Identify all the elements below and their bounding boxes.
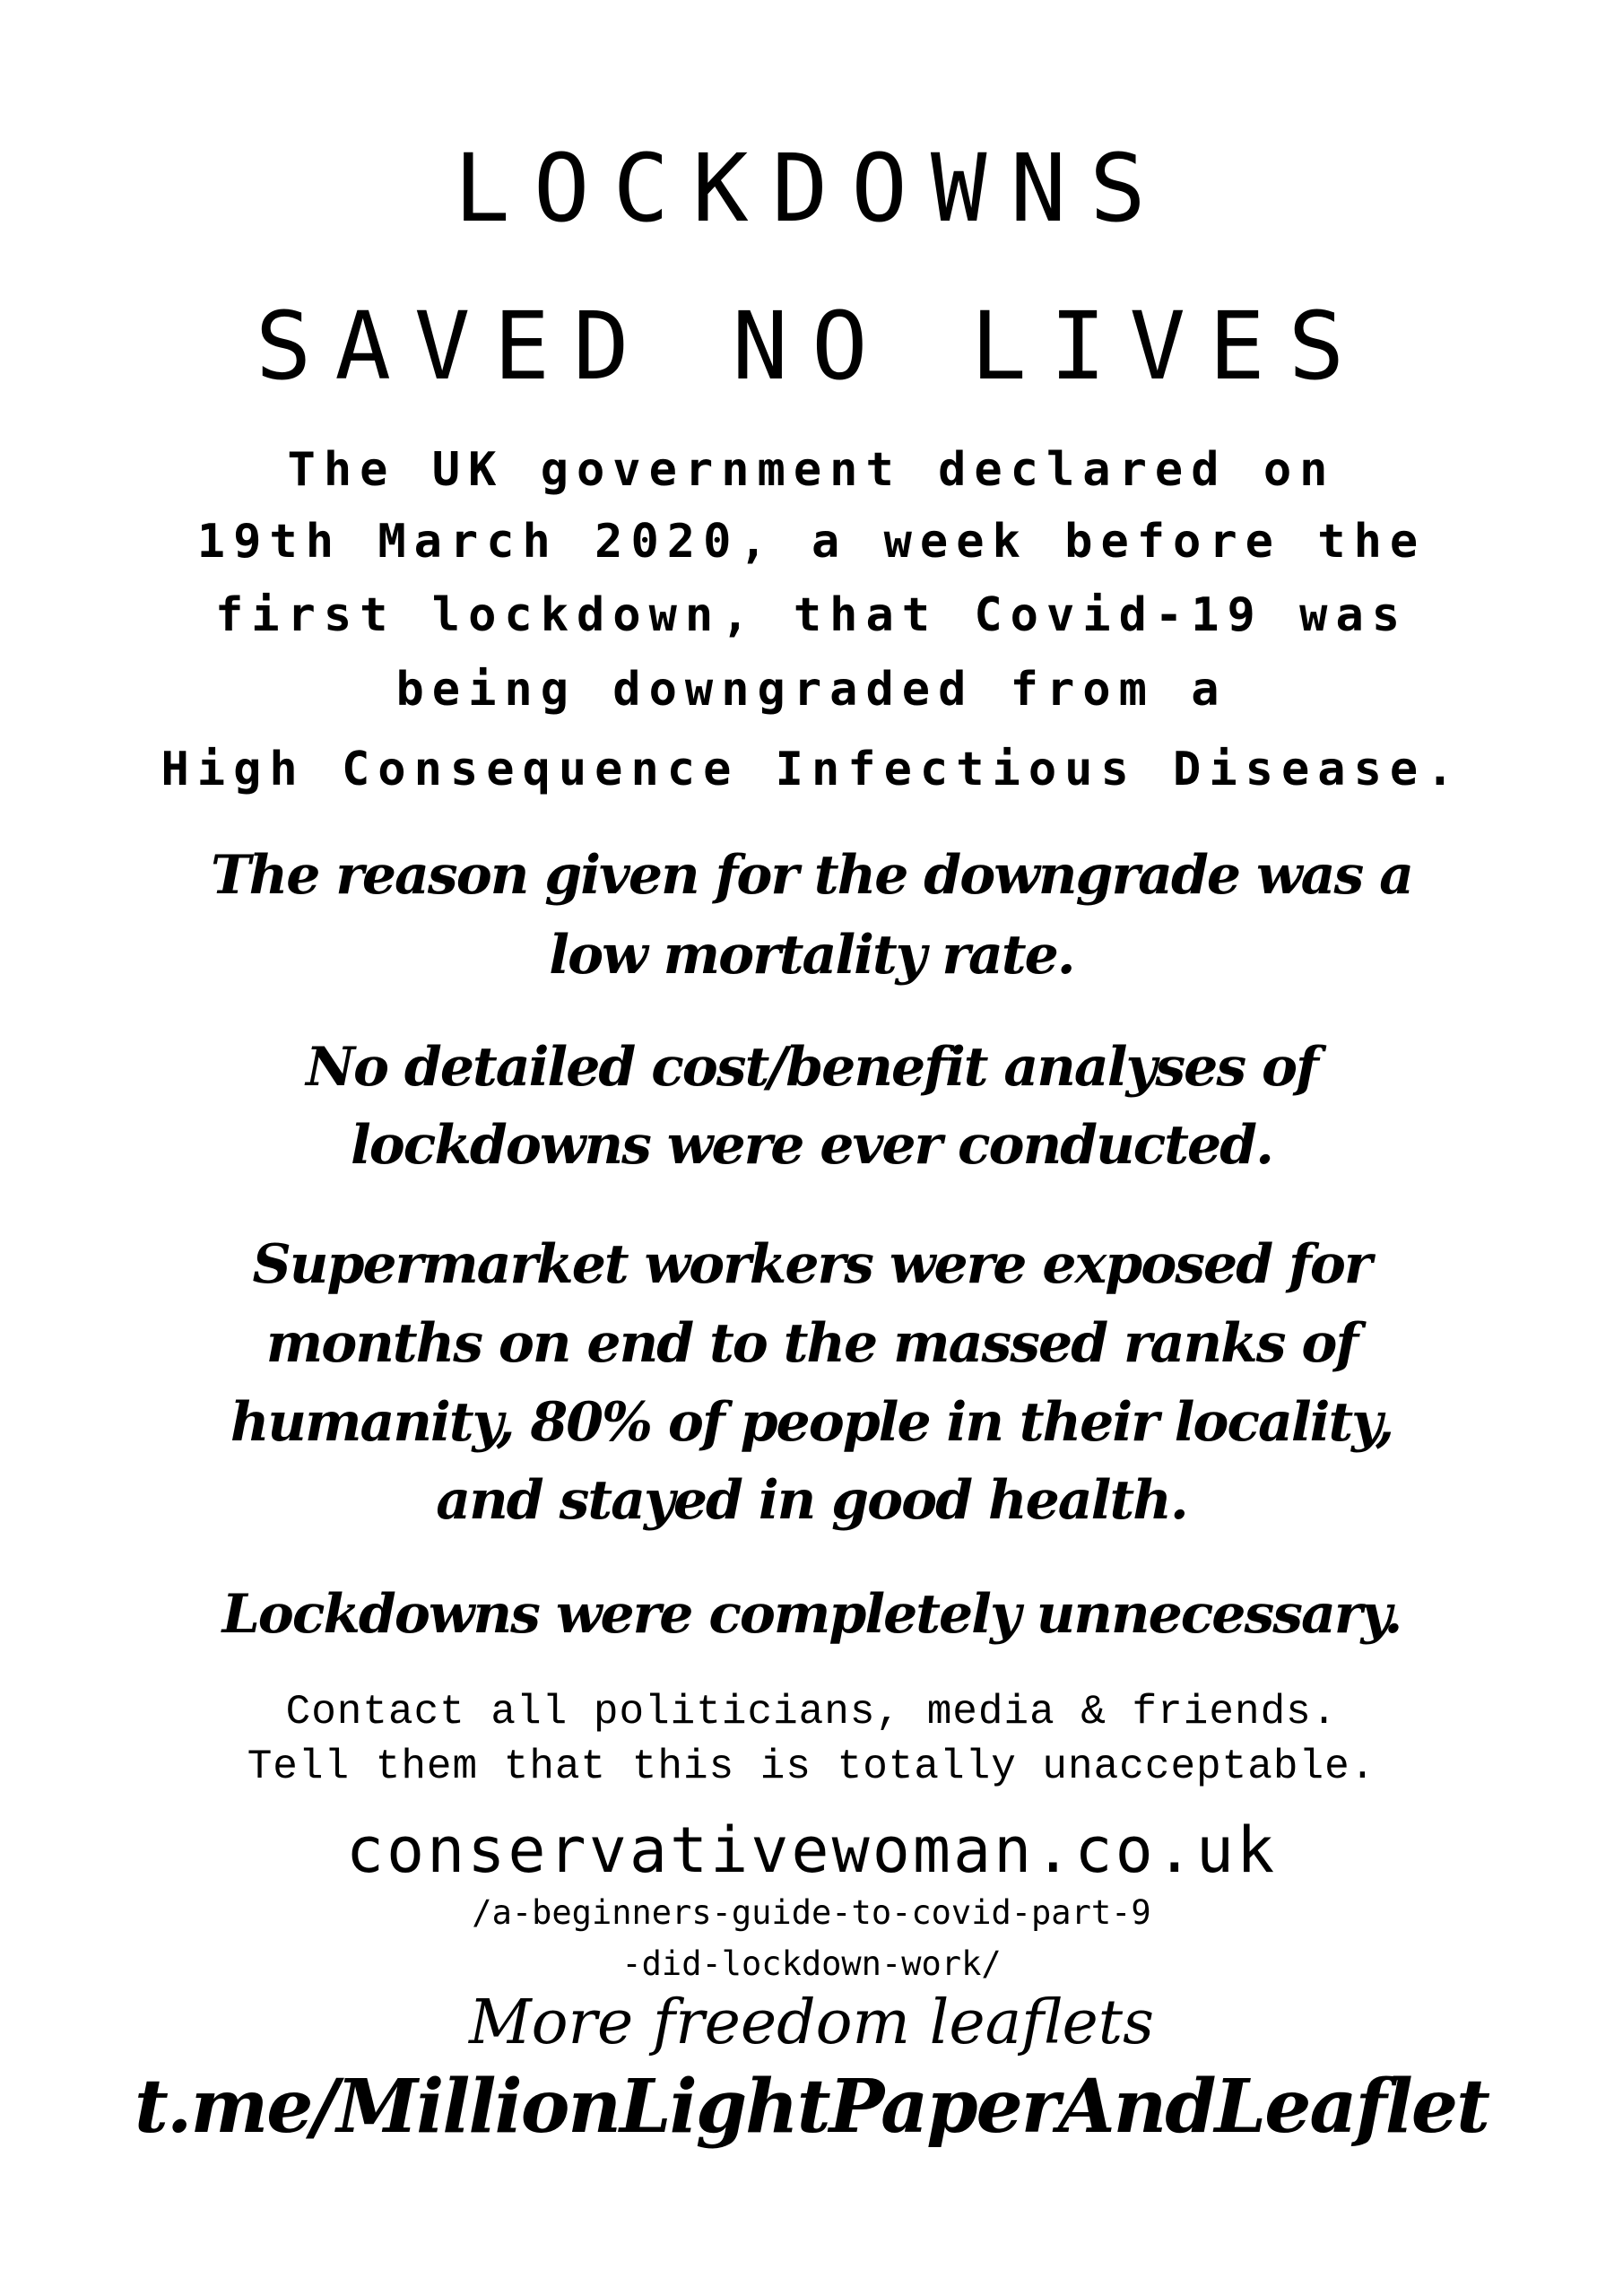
cta-line: Contact all politicians, media & friends. — [285, 1689, 1338, 1735]
intro-line: The UK government declared on — [287, 443, 1336, 497]
telegram-link[interactable]: t.me/MillionLightPaperAndLeaflet — [135, 2064, 1488, 2150]
intro-line: being downgraded from a — [395, 663, 1228, 717]
intro-line: first lockdown, that Covid-19 was — [214, 588, 1409, 642]
statement-line: lockdowns were ever conducted. — [350, 1114, 1273, 1177]
statement-line: The reason given for the downgrade was a — [210, 844, 1413, 907]
intro-line: High Consequence Infectious Disease. — [161, 743, 1462, 796]
more-leaflets-label: More freedom leaflets — [468, 1987, 1154, 2058]
headline-line-1: LOCKDOWNS — [454, 134, 1169, 243]
source-site-link[interactable]: conservativewoman.co.uk — [345, 1813, 1278, 1887]
intro-line: 19th March 2020, a week before the — [196, 515, 1427, 569]
statement-line: low mortality rate. — [549, 924, 1074, 987]
statement-line: humanity, 80% of people in their locality, — [230, 1391, 1393, 1454]
statement-line: months on end to the massed ranks of — [265, 1312, 1358, 1375]
statement-line: Supermarket workers were exposed for — [252, 1233, 1371, 1296]
statement-line: and stayed in good health. — [436, 1469, 1187, 1532]
source-path-line[interactable]: -did-lockdown-work/ — [621, 1944, 1002, 1983]
statement-line: No detailed cost/benefit analyses of — [306, 1036, 1317, 1099]
source-path-line[interactable]: /a-beginners-guide-to-covid-part-9 — [472, 1893, 1151, 1932]
cta-line: Tell them that this is totally unacceptable. — [247, 1744, 1376, 1790]
headline-line-2: SAVED NO LIVES — [255, 291, 1368, 401]
statement-conclusion: Lockdowns were completely unnecessary. — [221, 1583, 1402, 1646]
